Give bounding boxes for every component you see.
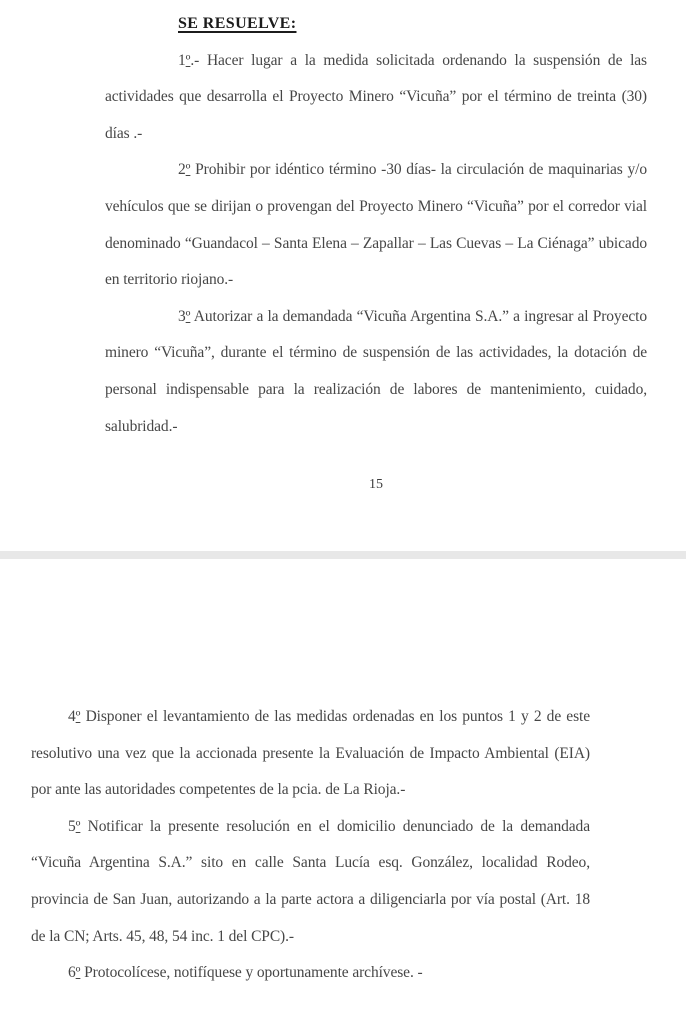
- point-6-marker: 6º: [68, 964, 81, 982]
- section-heading: SE RESUELVE:: [178, 15, 297, 32]
- point-1-marker: 1º.-: [178, 51, 200, 69]
- resolution-point-6: [31, 955, 590, 992]
- resolution-point-4: [31, 699, 590, 809]
- resolution-point-3: [105, 299, 647, 445]
- point-2-marker: 2º: [178, 161, 191, 179]
- point-4-text: Disponer el levantamiento de las medidas ordenadas en los puntos 1 y 2 de este resolutivo una vez que la accionada presente la Evaluación de Impacto Ambiental (EIA) por ante las autoridades competentes de la pcia. de La Rioja.-: [31, 708, 590, 799]
- point-1-text: Hacer lugar a la medida solicitada ordenando la suspensión de las actividades que desarrolla el Proyecto Minero “Vicuña” por el término de treinta (30) días .-: [105, 51, 647, 142]
- page-number: 15: [369, 477, 383, 493]
- page-2-text-column: [31, 699, 590, 992]
- resolution-point-5: [31, 809, 590, 955]
- point-6-text: Protocolícese, notifíquese y oportunamente archívese. -: [84, 964, 423, 982]
- point-2-text: Prohibir por idéntico término -30 días- la circulación de maquinarias y/o vehículos que se dirijan o provengan del Proyecto Minero “Vicuña” por el corredor vial denominado “Guandacol – Santa Elena – Zapallar – Las Cuevas – La Ciénaga” ubicado en territorio riojano.-: [105, 161, 647, 289]
- point-4-marker: 4º: [68, 708, 81, 725]
- page-break-divider: [0, 551, 686, 559]
- point-3-marker: 3º: [178, 307, 191, 325]
- resolution-point-2: [105, 152, 647, 298]
- document-page-2: [0, 559, 686, 992]
- point-3-text: Autorizar a la demandada “Vicuña Argentina S.A.” a ingresar al Proyecto minero “Vicuña”, durante el término de suspensión de las actividades, la dotación de personal indispensable para la realización de labores de mantenimiento, cuidado, salubridad.-: [105, 307, 647, 435]
- resolution-point-1: [105, 43, 647, 153]
- page-1-text-column: [105, 0, 647, 493]
- point-5-marker: 5º: [68, 817, 81, 835]
- point-5-text: Notificar la presente resolución en el domicilio denunciado de la demandada “Vicuña Argentina S.A.” sito en calle Santa Lucía esq. González, localidad Rodeo, provincia de San Juan, autorizando a la parte actora a diligenciarla por vía postal (Art. 18 de la CN; Arts. 45, 48, 54 inc. 1 del CPC).-: [31, 817, 590, 945]
